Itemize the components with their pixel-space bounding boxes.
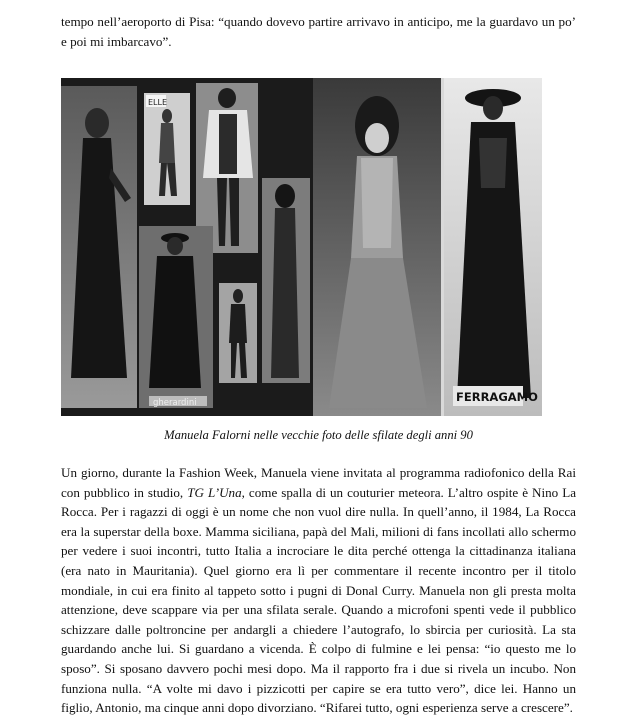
radio-program-name: TG L’Una	[187, 484, 242, 500]
signature-gherardini: gherardini	[153, 398, 197, 408]
photo-caption: Manuela Falorni nelle vecchie foto delle sfilate degli anni 90	[164, 428, 473, 442]
intro-paragraph: tempo nell’aeroporto di Pisa: “quando dovevo partire arrivavo in anticipo, me la guardavo un po’ e poi mi imbarcavo”.	[61, 14, 576, 49]
body-text-part-1: Un giorno, durante la Fashion Week, Manuela viene invitata al programma radiofonico della Rai con pubblico in studio,	[61, 465, 576, 500]
fashion-show-photo-collage	[61, 78, 542, 416]
panel-sign-text: ELLE	[148, 98, 168, 107]
brand-ferragamo: FERRAGAMO	[456, 390, 538, 404]
body-paragraph	[61, 463, 576, 718]
collage-image	[61, 78, 542, 416]
body-text-part-2: , come spalla di un couturier meteora. L’altro ospite è Nino La Rocca. Per i ragazzi di oggi è un nome che non vuol dire nulla. In quell’anno, il 1984, La Rocca era la superstar della boxe. Mamma siciliana, papà del Mali, milioni di fans incollati allo schermo per vedere i suoi incontri, tutto Italia a incrociare le dita perché ottenga la cittadinanza italiana (era nato in Mauritania). Quel giorno era lì per commentare il recente incontro per il titolo mondiale, in cui era finito al tappeto sotto i pugni di Donal Curry. Manuela non gli presta molta attenzione, deve scappare via per una sfilata serale. Quando a microfoni spenti vede il pubblico schizzare dalle poltroncine per andargli a chiedere l’autografo, lo sbircia per curiosità. La sta guardando anche lui. Si guardano a vicenda. È colpo di fulmine e lei pensa: “io questo me lo sposo”. Si sposano davvero pochi mesi dopo. Ma il rapporto fra i due si rivela un incubo. Non funziona nulla. “A volte mi davo i pizzicotti per capire se era tutto vero”, dice lei. Hanno un figlio, Antonio, ma cinque anni dopo divorziano. “Rifarei tutto, ogni esperienza serve a crescere”.	[61, 484, 577, 716]
